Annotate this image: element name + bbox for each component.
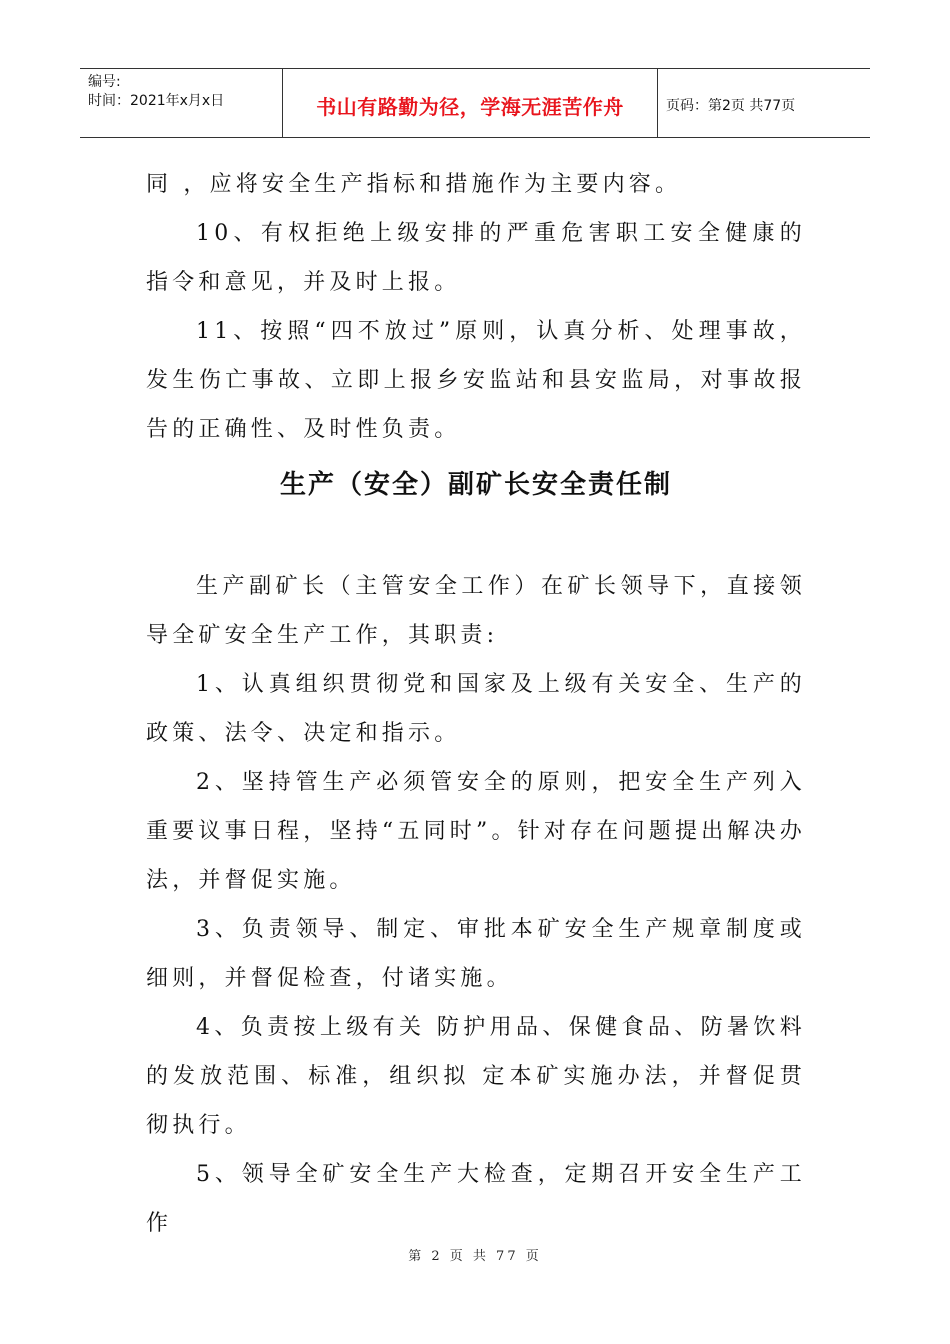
document-header	[80, 68, 870, 138]
header-page-cell	[658, 69, 870, 137]
header-page-info: 页码：第2页 共77页	[666, 98, 796, 114]
paragraph: 1、认真组织贯彻党和国家及上级有关安全、生产的政策、法令、决定和指示。	[146, 672, 806, 746]
header-motto: 书山有路勤为径，学海无涯苦作舟	[316, 94, 624, 119]
paragraph: 同 ，应将安全生产指标和措施作为主要内容。	[146, 172, 682, 197]
paragraph: 4、负责按上级有关 防护用品、保健食品、防暑饮料的发放范围、标准，组织拟 定本矿实施办法，并督促贯彻执行。	[146, 1015, 806, 1138]
paragraph: 5、领导全矿安全生产大检查，定期召开安全生产工作	[146, 1162, 806, 1236]
header-meta-cell	[80, 69, 283, 137]
paragraph: 2、坚持管生产必须管安全的原则，把安全生产列入重要议事日程，坚持“五同时”。针对存在问题提出解决办法，并督促实施。	[146, 770, 806, 893]
section-title: 生产（安全）副矿长安全责任制	[279, 470, 672, 500]
paragraph: 生产副矿长（主管安全工作）在矿长领导下，直接领导全矿安全生产工作，其职责:	[146, 574, 806, 648]
header-number-label: 编号:	[88, 74, 121, 90]
paragraph: 11、按照“四不放过”原则，认真分析、处理事故，发生伤亡事故、立即上报乡安监站和县安监局，对事故报告的正确性、及时性负责。	[146, 319, 806, 442]
paragraph: 3、负责领导、制定、审批本矿安全生产规章制度或细则，并督促检查，付诸实施。	[146, 917, 806, 991]
page-footer: 第 2 页 共 77 页	[408, 1249, 542, 1264]
document-body	[146, 160, 806, 1248]
paragraph: 10、有权拒绝上级安排的严重危害职工安全健康的指令和意见，并及时上报。	[146, 221, 806, 295]
header-date-label: 时间：2021年x月x日	[88, 93, 225, 109]
header-motto-cell	[283, 69, 658, 137]
